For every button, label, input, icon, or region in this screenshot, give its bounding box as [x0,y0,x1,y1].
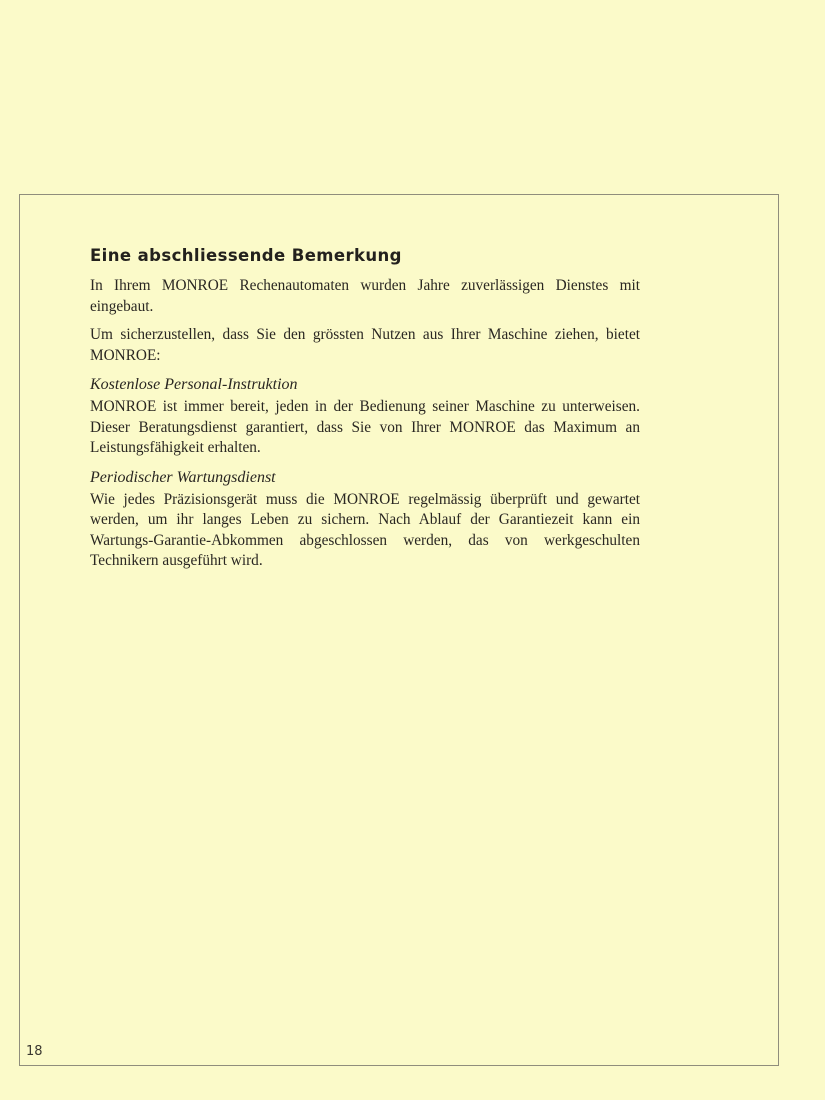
section-maintenance-service [90,467,640,572]
intro-paragraph-1: In Ihrem MONROE Rechenautomaten wurden Jahre zuverlässigen Dienstes mit eingebaut. [90,277,640,315]
intro-paragraph-2: Um sicherzustellen, dass Sie den grössten Nutzen aus Ihrer Maschine ziehen, bietet MONROE: [90,326,640,364]
section-text: MONROE ist immer bereit, jeden in der Bedienung seiner Maschine zu unterweisen. Dieser Beratungsdienst garantiert, dass Sie von Ihrer MONROE das Maximum an Leistungsfähigkeit erhalten. [90,398,640,456]
section-personal-instruction [90,374,640,459]
section-text: Wie jedes Präzisionsgerät muss die MONROE regelmässig überprüft und gewartet werden, um ihr langes Leben zu sichern. Nach Ablauf der Garantiezeit kann ein Wartungs-Garantie-Abkommen abgeschlossen werden, das von werkgeschulten Technikern ausgeführt wird. [90,490,640,569]
page-heading: Eine abschliessende Bemerkung [90,246,402,265]
content-block [90,244,640,580]
section-title: Periodischer Wartungsdienst [90,468,276,486]
page-number: 18 [26,1044,43,1059]
section-title: Kostenlose Personal-Instruktion [90,376,298,393]
